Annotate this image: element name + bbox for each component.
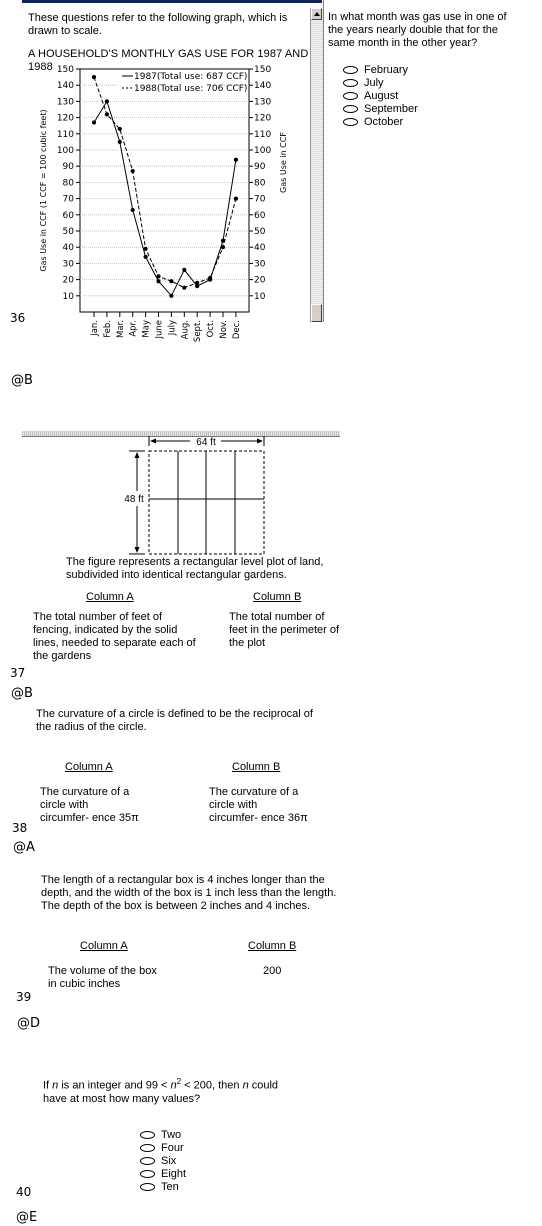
q39-column-a-header: Column A bbox=[80, 940, 128, 952]
y-axis-label-left: Gas Use in CCF (1 CCF = 100 cubic feet) bbox=[39, 109, 48, 272]
radio-oval[interactable] bbox=[343, 105, 358, 113]
chevron-up-icon bbox=[314, 12, 320, 16]
chart-title: A HOUSEHOLD'S MONTHLY GAS USE FOR 1987 AND 1988 bbox=[28, 48, 309, 73]
pane-divider bbox=[323, 0, 324, 322]
panel-top-rule bbox=[22, 0, 322, 3]
y-tick-label-left: 110 bbox=[56, 129, 74, 140]
q36-option-2[interactable]: July bbox=[343, 76, 418, 89]
data-point bbox=[105, 99, 109, 103]
q36-option-3[interactable]: August bbox=[343, 89, 418, 102]
q37-column-a-text: The total number of feet of fencing, indicated by the solid lines, needed to separate each of the gardens bbox=[33, 611, 196, 662]
y-tick-label-left: 80 bbox=[62, 178, 74, 189]
x-tick-label: Dec. bbox=[231, 320, 242, 340]
legend-entry: 1988(Total use: 706 CCF) bbox=[134, 84, 248, 94]
radio-oval[interactable] bbox=[343, 92, 358, 100]
q36-question: In what month was gas use in one of the years nearly double that for the same month in the other year? bbox=[328, 11, 507, 49]
y-tick-label-left: 60 bbox=[62, 210, 74, 221]
y-tick-label-left: 100 bbox=[56, 146, 74, 156]
data-point bbox=[118, 140, 122, 144]
y-tick-label-right: 140 bbox=[254, 81, 272, 92]
x-tick-label: Oct. bbox=[206, 320, 217, 338]
plot-figure bbox=[118, 434, 273, 560]
y-tick-label-right: 40 bbox=[254, 243, 266, 254]
x-tick-label: June bbox=[154, 320, 165, 339]
scrollbar-track[interactable] bbox=[310, 8, 323, 322]
data-point bbox=[182, 268, 186, 272]
y-tick-label-right: 80 bbox=[254, 178, 266, 189]
q38-column-a-text: The curvature of a circle with circumfer- ence 35π bbox=[40, 786, 139, 824]
q39-column-a-text: The volume of the box in cubic inches bbox=[48, 965, 157, 990]
y-tick-label-left: 20 bbox=[62, 275, 74, 286]
data-point bbox=[144, 247, 148, 251]
q38-description: The curvature of a circle is defined to be the reciprocal of the radius of the circle. bbox=[36, 708, 313, 733]
y-tick-label-left: 130 bbox=[56, 97, 74, 108]
data-point bbox=[118, 127, 122, 131]
q36-answer: @B bbox=[11, 373, 33, 388]
q37-description: The figure represents a rectangular level plot of land, subdivided into identical rectangular gardens. bbox=[66, 556, 324, 581]
q38-column-b-text: The curvature of a circle with circumfer- ence 36π bbox=[209, 786, 308, 824]
data-point bbox=[156, 274, 160, 278]
x-tick-label: Apr. bbox=[128, 320, 139, 337]
data-point bbox=[92, 120, 96, 124]
data-point bbox=[169, 279, 173, 283]
y-tick-label-right: 90 bbox=[254, 162, 266, 173]
y-tick-label-left: 40 bbox=[62, 243, 74, 254]
radio-oval[interactable] bbox=[343, 118, 358, 126]
q39-description: The length of a rectangular box is 4 inches longer than the depth, and the width of the box is 1 inch less than the length. The depth of the box is between 2 inches and 4 inches. bbox=[41, 874, 337, 912]
side-dimension-label: 48 ft bbox=[124, 494, 144, 505]
radio-oval[interactable] bbox=[343, 66, 358, 74]
x-tick-label: Nov. bbox=[219, 320, 229, 339]
y-tick-label-right: 20 bbox=[254, 275, 266, 286]
q37-number: 37 bbox=[10, 666, 26, 680]
q39-column-b-header: Column B bbox=[248, 940, 297, 952]
q40-option-4[interactable]: Eight bbox=[140, 1167, 186, 1180]
x-tick-label: Feb. bbox=[102, 320, 113, 338]
y-tick-label-right: 130 bbox=[254, 97, 272, 108]
q38-column-a-header: Column A bbox=[65, 761, 113, 773]
q40-option-5[interactable]: Ten bbox=[140, 1180, 186, 1193]
x-tick-label: May bbox=[141, 320, 152, 338]
q36-number: 36 bbox=[10, 311, 26, 325]
data-point bbox=[105, 112, 109, 116]
radio-oval[interactable] bbox=[140, 1170, 155, 1178]
radio-oval[interactable] bbox=[140, 1183, 155, 1191]
y-tick-label-right: 50 bbox=[254, 227, 266, 237]
q38-answer: @A bbox=[13, 840, 35, 855]
q36-option-1[interactable]: February bbox=[343, 63, 418, 76]
y-tick-label-right: 70 bbox=[254, 194, 266, 205]
x-tick-label: Aug. bbox=[180, 320, 191, 340]
y-tick-label-left: 90 bbox=[62, 162, 74, 173]
q40-answer: @E bbox=[16, 1210, 38, 1225]
q39-number: 39 bbox=[16, 990, 32, 1004]
data-point bbox=[195, 281, 199, 285]
data-point bbox=[221, 245, 225, 249]
y-tick-label-right: 60 bbox=[254, 210, 266, 221]
q37-answer: @B bbox=[11, 686, 33, 701]
x-tick-label: Jan. bbox=[90, 320, 100, 336]
data-point bbox=[169, 294, 173, 298]
y-tick-label-left: 30 bbox=[62, 259, 74, 270]
q40-number: 40 bbox=[16, 1185, 32, 1199]
q40-options bbox=[140, 1128, 186, 1193]
q39-column-b-text: 200 bbox=[263, 965, 282, 977]
q38-number: 38 bbox=[12, 821, 28, 835]
legend-entry: 1987(Total use: 687 CCF) bbox=[134, 72, 248, 82]
radio-oval[interactable] bbox=[140, 1144, 155, 1152]
scroll-up-button[interactable] bbox=[311, 8, 322, 20]
q36-panel bbox=[22, 0, 322, 343]
data-point bbox=[156, 279, 160, 283]
y-tick-label-right: 30 bbox=[254, 259, 266, 270]
radio-oval[interactable] bbox=[140, 1157, 155, 1165]
data-point bbox=[131, 208, 135, 212]
y-tick-label-left: 10 bbox=[62, 291, 74, 302]
q40-option-3[interactable]: Six bbox=[140, 1154, 186, 1167]
y-tick-label-right: 150 bbox=[254, 65, 272, 75]
radio-oval[interactable] bbox=[343, 79, 358, 87]
gas-use-chart bbox=[22, 60, 322, 370]
q38-column-b-header: Column B bbox=[232, 761, 281, 773]
y-tick-label-left: 120 bbox=[56, 113, 74, 124]
q36-intro: These questions refer to the following graph, which is drawn to scale. bbox=[28, 12, 288, 37]
q40-option-1[interactable]: Two bbox=[140, 1128, 186, 1141]
y-tick-label-left: 50 bbox=[62, 227, 74, 237]
q40-question: If n is an integer and $99 < n^2 < 200$, then n could have at most how many values? bbox=[43, 1077, 279, 1105]
data-point bbox=[234, 158, 238, 162]
top-dimension-label: 64 ft bbox=[196, 437, 216, 448]
y-tick-label-right: 10 bbox=[254, 291, 266, 302]
q36-option-4[interactable]: September bbox=[343, 102, 418, 115]
data-point bbox=[208, 276, 212, 280]
x-tick-label: Mar. bbox=[115, 320, 126, 338]
q37-column-b-text: The total number of feet in the perimeter of the plot bbox=[229, 611, 340, 649]
scroll-thumb[interactable] bbox=[311, 304, 322, 322]
y-axis-label-right: Gas Use in CCF bbox=[279, 132, 288, 193]
y-tick-label-left: 70 bbox=[62, 194, 74, 205]
x-tick-label: July bbox=[167, 320, 178, 336]
x-tick-label: Sept. bbox=[193, 320, 204, 343]
q36-option-5[interactable]: October bbox=[343, 115, 418, 128]
q37-column-b-header: Column B bbox=[253, 591, 302, 603]
data-point bbox=[131, 169, 135, 173]
data-point bbox=[234, 197, 238, 201]
y-tick-label-left: 140 bbox=[56, 81, 74, 92]
q37-column-a-header: Column A bbox=[86, 591, 134, 603]
plot-frame bbox=[80, 69, 249, 312]
y-tick-label-right: 110 bbox=[254, 129, 272, 140]
y-tick-label-left: 150 bbox=[56, 65, 74, 75]
radio-oval[interactable] bbox=[140, 1131, 155, 1139]
y-tick-label-right: 100 bbox=[254, 146, 272, 156]
q40-option-2[interactable]: Four bbox=[140, 1141, 186, 1154]
data-point bbox=[92, 75, 96, 79]
q39-answer: @D bbox=[17, 1016, 41, 1031]
data-point bbox=[182, 286, 186, 290]
data-point bbox=[144, 255, 148, 259]
y-tick-label-right: 120 bbox=[254, 113, 272, 124]
q36-options bbox=[343, 63, 418, 128]
